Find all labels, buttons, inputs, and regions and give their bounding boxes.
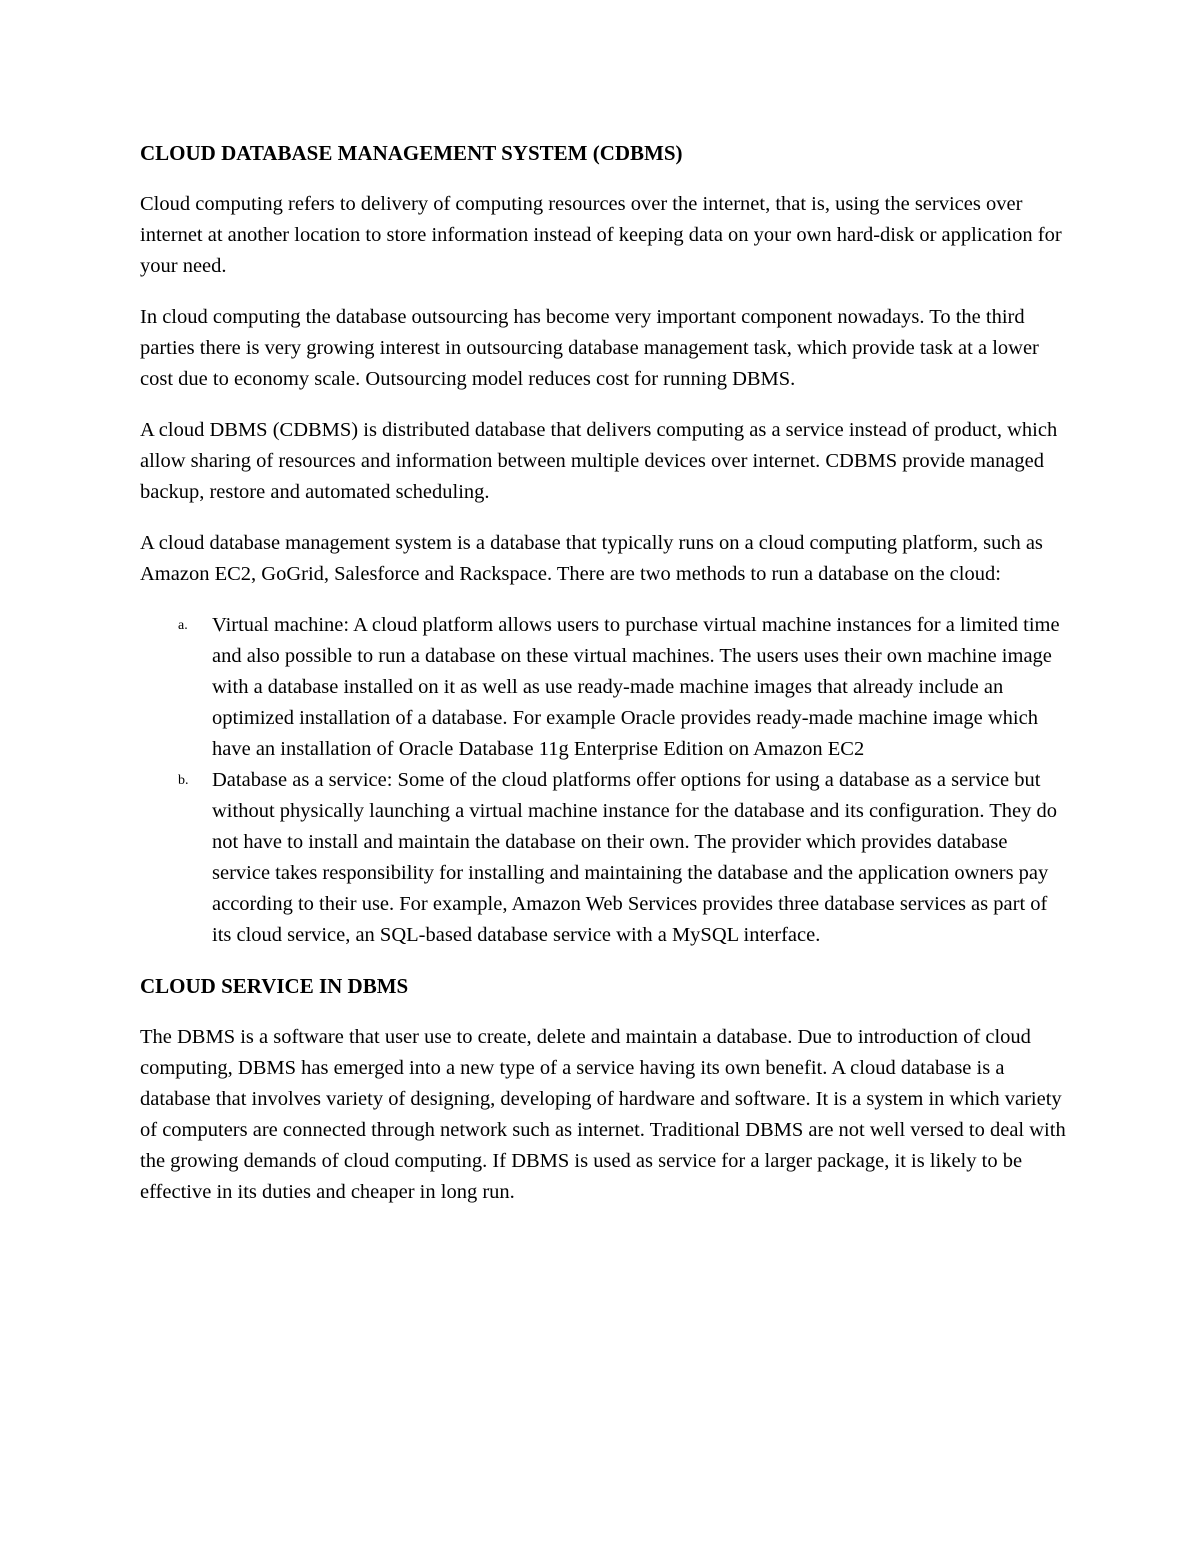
section-heading-cloud-service: CLOUD SERVICE IN DBMS bbox=[140, 974, 409, 998]
list-marker: b. bbox=[178, 773, 189, 788]
list-item-text: Database as a service: Some of the cloud platforms offer options for using a database as a service but without physically launching a virtual machine instance for the database and its configuration. They do not have to install and maintain the database on their own. The provider which provides database service takes responsibility for installing and maintaining the database and the application owners pay according to their use. For example, Amazon Web Services provides three database services as part of its cloud service, an SQL-based database service with a MySQL interface. bbox=[212, 769, 1058, 946]
paragraph-database-outsourcing: In cloud computing the database outsourcing has become very important component nowadays. To the third parties there is very growing interest in outsourcing database management task, which provide task at a lower cost due to economy scale. Outsourcing model reduces cost for running DBMS. bbox=[140, 306, 1039, 390]
paragraph-cloud-platforms: A cloud database management system is a database that typically runs on a cloud computing platform, such as Amazon EC2, GoGrid, Salesforce and Rackspace. There are two methods to run a database on the cloud: bbox=[140, 532, 1043, 585]
section-heading-cdbms: CLOUD DATABASE MANAGEMENT SYSTEM (CDBMS) bbox=[140, 141, 683, 165]
list-item-virtual-machine bbox=[140, 610, 1070, 765]
list-item-text: Virtual machine: A cloud platform allows users to purchase virtual machine instances for a limited time and also possible to run a database on these virtual machines. The users uses their own machine image with a database installed on it as well as use ready-made machine images that already include an optimized installation of a database. For example Oracle provides ready-made machine image which have an installation of Oracle Database 11g Enterprise Edition on Amazon EC2 bbox=[212, 614, 1060, 760]
paragraph-cdbms-definition: A cloud DBMS (CDBMS) is distributed database that delivers computing as a service instead of product, which allow sharing of resources and information between multiple devices over internet. CDBMS provide managed backup, restore and automated scheduling. bbox=[140, 419, 1058, 503]
list-item-database-as-a-service bbox=[140, 765, 1070, 951]
paragraph-dbms-service: The DBMS is a software that user use to create, delete and maintain a database. Due to introduction of cloud computing, DBMS has emerged into a new type of a service having its own benefit. A cloud database is a database that involves variety of designing, developing of hardware and software. It is a system in which variety of computers are connected through network such as internet. Traditional DBMS are not well versed to deal with the growing demands of cloud computing. If DBMS is used as service for a larger package, it is likely to be effective in its duties and cheaper in long run. bbox=[140, 1026, 1066, 1203]
document-page bbox=[140, 138, 1070, 1208]
methods-list bbox=[140, 610, 1070, 951]
paragraph-cloud-computing: Cloud computing refers to delivery of computing resources over the internet, that is, using the services over internet at another location to store information instead of keeping data on your own hard-disk or application for your need. bbox=[140, 193, 1062, 277]
list-marker: a. bbox=[178, 618, 188, 633]
